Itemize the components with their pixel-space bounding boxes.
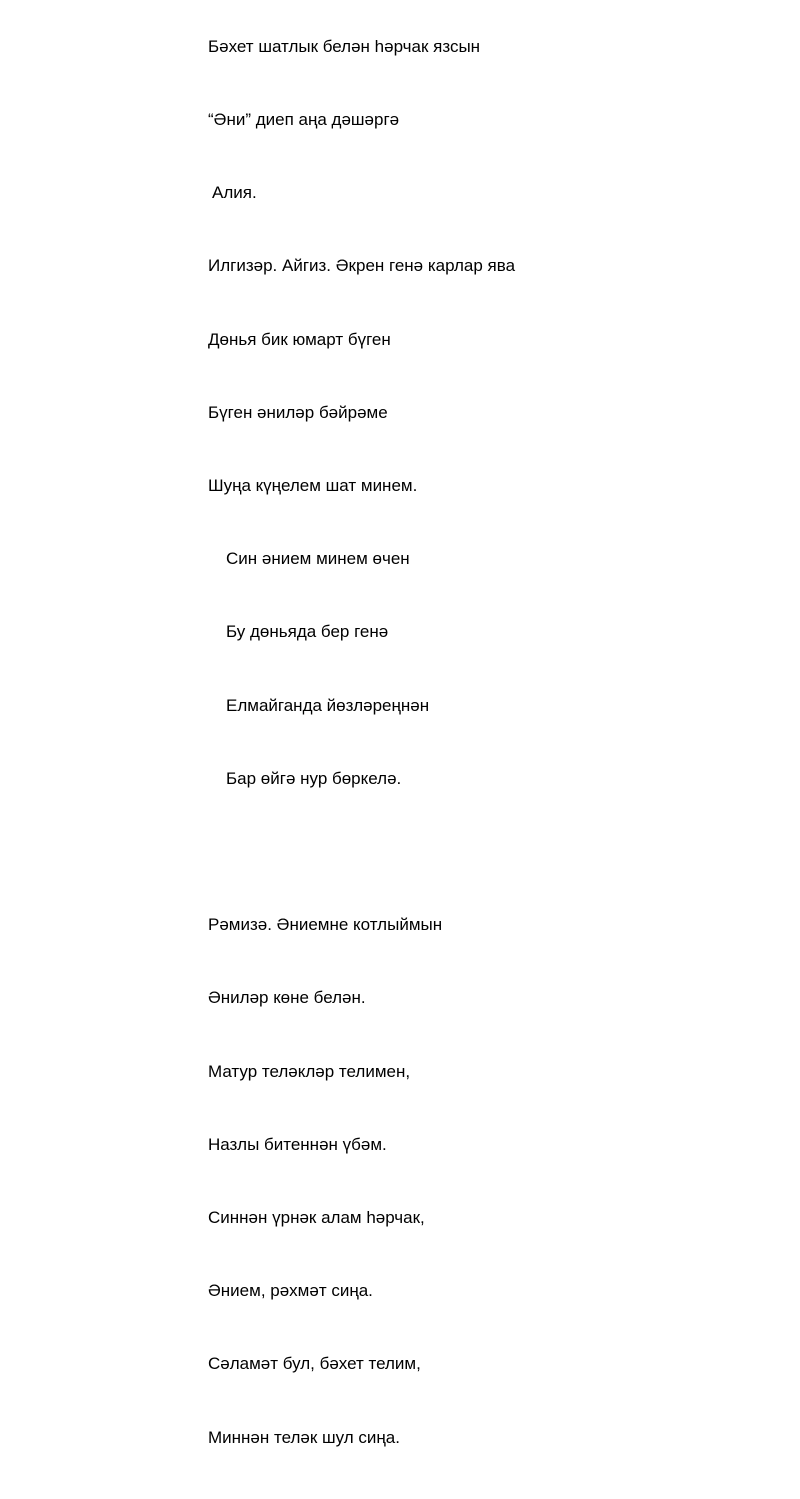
poem-line: Елмайганда йөзләреңнән — [226, 695, 430, 715]
poem-line: Назлы битеннән үбәм. — [208, 1134, 387, 1154]
poem-line: Сәламәт бул, бәхет телим, — [208, 1354, 421, 1374]
poem-line: Бүген әниләр бәйрәме — [208, 402, 388, 422]
poem-line: Алия. — [212, 183, 257, 203]
poem-line: Илгизәр. Айгиз. Әкрен генә карлар ява — [208, 256, 516, 276]
poem-line: Дөнья бик юмарт бүген — [208, 329, 391, 349]
poem-text — [208, 0, 515, 1499]
poem-line: Синнән үрнәк алам һәрчак, — [208, 1208, 425, 1228]
poem-line: Әниләр көне белән. — [208, 988, 366, 1008]
poem-line: Әнием, рәхмәт сиңа. — [208, 1281, 373, 1301]
poem-line: Миннән теләк шул сиңа. — [208, 1427, 400, 1447]
stanza-break — [208, 840, 515, 864]
poem-line: “Әни” диеп аңа дәшәргә — [208, 110, 400, 130]
poem-line: Бу дөньяда бер генә — [226, 622, 389, 642]
poem-line: Бәхет шатлык белән һәрчак язсын — [208, 36, 481, 56]
poem-line: Бар өйгә нур бөркелә. — [226, 768, 402, 788]
poem-line: Шуңа күңелем шат минем. — [208, 476, 418, 496]
poem-line: Рәмизә. Әниемне котлыймын — [208, 915, 443, 935]
poem-line: Син әнием минем өчен — [226, 549, 410, 569]
poem-line: Матур теләкләр телимен, — [208, 1061, 411, 1081]
